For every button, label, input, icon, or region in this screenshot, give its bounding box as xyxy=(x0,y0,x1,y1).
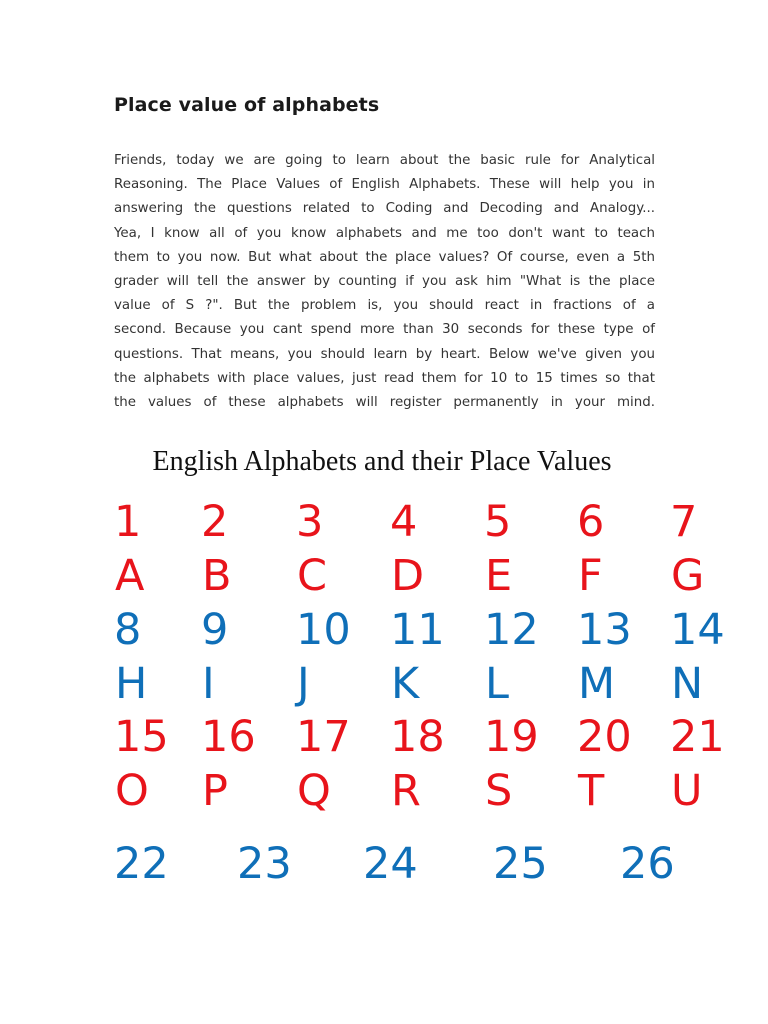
place-value-number: 17 xyxy=(296,712,351,762)
place-value-number: 1 xyxy=(114,497,142,547)
place-value-number: 22 xyxy=(114,839,169,889)
alphabet-letter: Q xyxy=(297,766,331,816)
alphabet-letter: B xyxy=(202,551,232,601)
place-value-number: 24 xyxy=(363,839,418,889)
place-value-number: 10 xyxy=(296,605,351,655)
place-value-number: 9 xyxy=(201,605,229,655)
alphabet-letter: L xyxy=(485,659,509,709)
paragraph-line: them to you now. But what about the place values? Of course, even a 5th xyxy=(114,249,655,265)
place-value-number: 2 xyxy=(201,497,229,547)
place-value-number: 8 xyxy=(114,605,142,655)
place-value-number: 23 xyxy=(237,839,292,889)
alphabet-letter: C xyxy=(297,551,328,601)
paragraph-line: Yea, I know all of you know alphabets and me too don't want to teach xyxy=(114,225,655,241)
place-value-number: 14 xyxy=(670,605,725,655)
place-value-number: 7 xyxy=(670,497,698,547)
alphabet-letter: S xyxy=(485,766,513,816)
paragraph-line: second. Because you cant spend more than 30 seconds for these type of xyxy=(114,322,655,338)
paragraph-line: the values of these alphabets will register permanently in your mind. xyxy=(114,395,655,411)
place-value-number: 26 xyxy=(620,839,675,889)
alphabet-letter: P xyxy=(202,766,228,816)
place-value-number: 6 xyxy=(577,497,605,547)
place-value-number: 3 xyxy=(296,497,324,547)
place-value-number: 19 xyxy=(484,712,539,762)
place-value-number: 20 xyxy=(577,712,632,762)
alphabet-letter: A xyxy=(115,551,145,601)
paragraph-line: Friends, today we are going to learn about the basic rule for Analytical xyxy=(114,153,655,168)
alphabet-letter: E xyxy=(485,551,513,601)
place-value-number: 12 xyxy=(484,605,539,655)
alphabet-letter: M xyxy=(578,659,616,709)
place-value-number: 21 xyxy=(670,712,725,762)
paragraph-line: value of S ?". But the problem is, you should react in fractions of a xyxy=(114,298,655,314)
alphabet-letter: O xyxy=(115,766,149,816)
alphabet-letter: T xyxy=(578,766,605,816)
paragraph-line: grader will tell the answer by counting if you ask him "What is the place xyxy=(114,274,655,290)
alphabet-letter: N xyxy=(671,659,704,709)
paragraph-line: Reasoning. The Place Values of English Alphabets. These will help you in xyxy=(114,177,655,193)
figure-title-text: English Alphabets and their Place Values xyxy=(152,446,612,477)
alphabet-letter: F xyxy=(578,551,603,601)
paragraph-line: answering the questions related to Coding and Decoding and Analogy... xyxy=(114,201,655,217)
alphabet-letter: R xyxy=(391,766,421,816)
alphabet-letter: U xyxy=(671,766,703,816)
place-value-number: 4 xyxy=(390,497,418,547)
place-value-number: 5 xyxy=(484,497,512,547)
place-value-number: 15 xyxy=(114,712,169,762)
alphabet-letter: J xyxy=(297,659,310,709)
alphabet-letter: H xyxy=(115,659,148,709)
place-value-number: 18 xyxy=(390,712,445,762)
place-value-number: 25 xyxy=(493,839,548,889)
alphabet-letter: D xyxy=(391,551,425,601)
place-value-number: 16 xyxy=(201,712,256,762)
paragraph-line: questions. That means, you should learn by heart. Below we've given you xyxy=(114,346,655,362)
alphabet-letter: K xyxy=(391,659,420,709)
alphabet-letter: G xyxy=(671,551,705,601)
place-value-number: 11 xyxy=(390,605,445,655)
page-title: Place value of alphabets xyxy=(114,94,380,116)
alphabet-letter: I xyxy=(202,659,215,709)
place-value-number: 13 xyxy=(577,605,632,655)
paragraph-line: the alphabets with place values, just read them for 10 to 15 times so that xyxy=(114,370,655,386)
